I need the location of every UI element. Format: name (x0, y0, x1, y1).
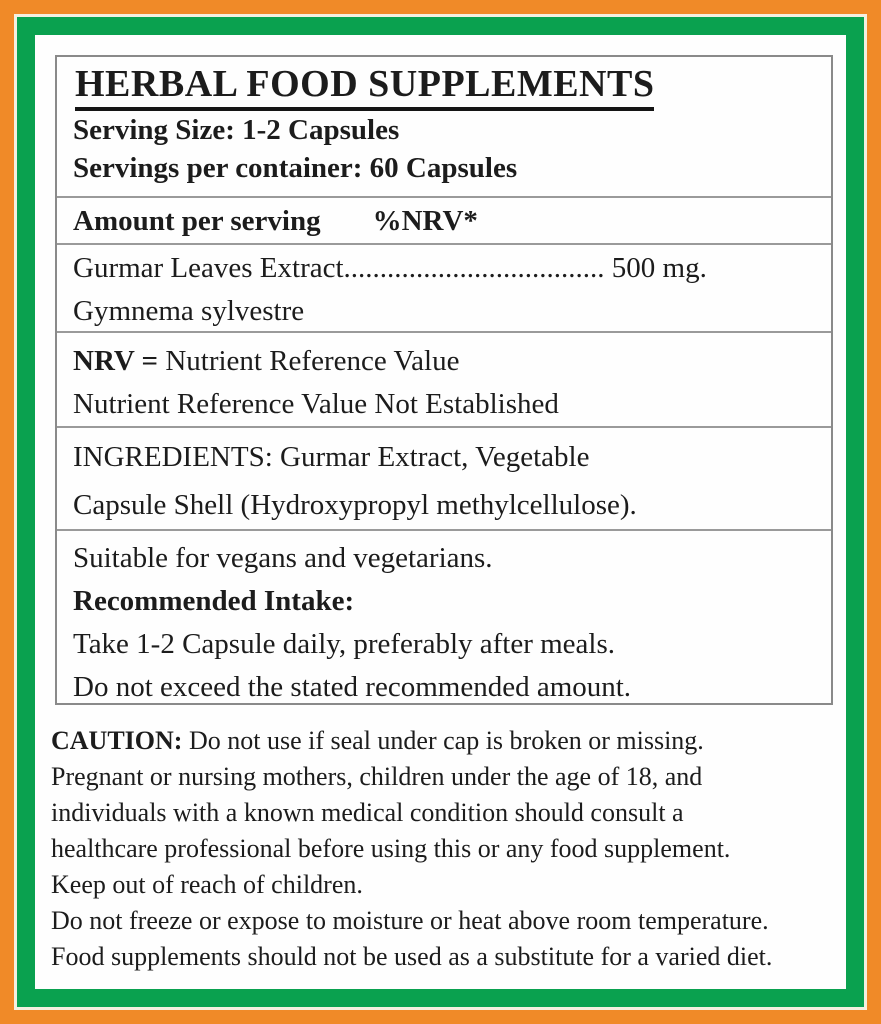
caution-label: CAUTION: (51, 726, 183, 755)
nrv-not-established: Nutrient Reference Value Not Established (73, 388, 559, 420)
botanical-name: Gymnema sylvestre (73, 295, 305, 327)
label-content (35, 35, 846, 989)
intake-warning: Do not exceed the stated recommended amount. (73, 671, 632, 703)
ingredients-line-2: Capsule Shell (Hydroxypropyl methylcellulose). (73, 489, 637, 521)
nutrient-row (57, 243, 831, 331)
inner-green-border (17, 17, 864, 1007)
serving-size: Serving Size: 1-2 Capsules (73, 114, 400, 146)
amount-header-row (57, 196, 831, 243)
caution-line: individuals with a known medical condition should consult a (51, 798, 684, 827)
nutrient-name: Gurmar Leaves Extract (73, 252, 344, 284)
caution-line: healthcare professional before using this or any food supplement. (51, 834, 731, 863)
cream-border-line (14, 14, 867, 1010)
nrv-definition: Nutrient Reference Value (158, 345, 460, 377)
suitable-note: Suitable for vegans and vegetarians. (73, 542, 493, 574)
caution-line: Food supplements should not be used as a substitute for a varied diet. (51, 942, 773, 971)
nrv-header: %NRV* (372, 205, 478, 237)
amount-per-serving-header: Amount per serving (73, 205, 321, 237)
caution-section (51, 723, 851, 975)
label-title: HERBAL FOOD SUPPLEMENTS (75, 62, 654, 111)
nrv-note-row (57, 331, 831, 426)
ingredients-row (57, 426, 831, 529)
caution-line: Pregnant or nursing mothers, children under the age of 18, and (51, 762, 703, 791)
nutrient-line (73, 247, 823, 290)
supplement-facts-panel (55, 55, 833, 705)
dot-leader: .................................... (343, 252, 605, 284)
caution-line: Do not freeze or expose to moisture or heat above room temperature. (51, 906, 769, 935)
ingredients-line-1: INGREDIENTS: Gurmar Extract, Vegetable (73, 441, 590, 473)
usage-row (57, 529, 831, 705)
nutrient-amount: 500 mg. (604, 252, 707, 284)
caution-line: CAUTION: Do not use if seal under cap is broken or missing. (51, 726, 704, 755)
nrv-abbrev: NRV = (73, 345, 159, 377)
servings-per-container: Servings per container: 60 Capsules (73, 152, 518, 184)
caution-line: Keep out of reach of children. (51, 870, 363, 899)
recommended-intake-heading: Recommended Intake: (73, 585, 355, 617)
intake-instruction: Take 1-2 Capsule daily, preferably after meals. (73, 628, 616, 660)
nrv-definition-line (73, 340, 823, 383)
header-block (57, 57, 831, 196)
